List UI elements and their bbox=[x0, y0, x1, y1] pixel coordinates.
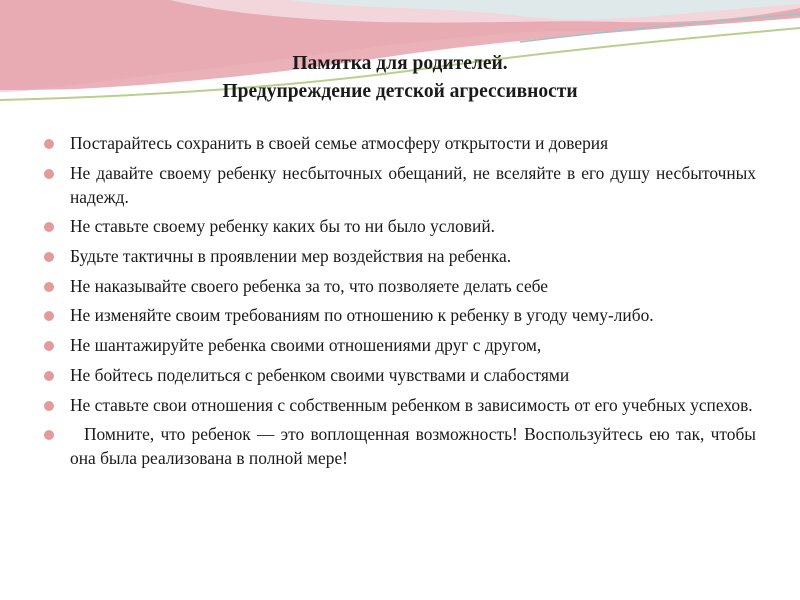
bullet-dot-icon bbox=[44, 371, 54, 381]
list-item: Постарайтесь сохранить в своей семье атмосферу открытости и доверия bbox=[44, 131, 756, 155]
bullet-dot-icon bbox=[44, 139, 54, 149]
list-item: Не шантажируйте ребенка своими отношениями друг с другом, bbox=[44, 333, 756, 357]
bullet-dot-icon bbox=[44, 311, 54, 321]
bullet-dot-icon bbox=[44, 252, 54, 262]
bullet-dot-icon bbox=[44, 169, 54, 179]
list-item: Будьте тактичны в проявлении мер воздействия на ребенка. bbox=[44, 244, 756, 268]
bullet-dot-icon bbox=[44, 341, 54, 351]
list-item: Не изменяйте своим требованиям по отношению к ребенку в угоду чему-либо. bbox=[44, 303, 756, 327]
bullet-dot-icon bbox=[44, 401, 54, 411]
bullet-dot-icon bbox=[44, 222, 54, 232]
list-item: Не давайте своему ребенку несбыточных обещаний, не вселяйте в его душу несбыточных надежд. bbox=[44, 161, 756, 209]
bullet-dot-icon bbox=[44, 430, 54, 440]
list-item: Не ставьте своему ребенку каких бы то ни было условий. bbox=[44, 214, 756, 238]
list-item: Не бойтесь поделиться с ребенком своими чувствами и слабостями bbox=[44, 363, 756, 387]
bullet-dot-icon bbox=[44, 282, 54, 292]
list-item: Не наказывайте своего ребенка за то, что позволяете делать себе bbox=[44, 274, 756, 298]
list-item-conclusion: Помните, что ребенок — это воплощенная возможность! Воспользуйтесь ею так, чтобы она была реализована в полной мере! bbox=[44, 422, 756, 470]
list-item: Не ставьте свои отношения с собственным ребенком в зависимость от его учебных успехов. bbox=[44, 393, 756, 417]
title-line-2: Предупреждение детской агрессивности bbox=[222, 81, 578, 102]
advice-list bbox=[44, 131, 756, 476]
title-line-1: Памятка для родителей. bbox=[292, 53, 508, 74]
page-title bbox=[0, 50, 800, 106]
